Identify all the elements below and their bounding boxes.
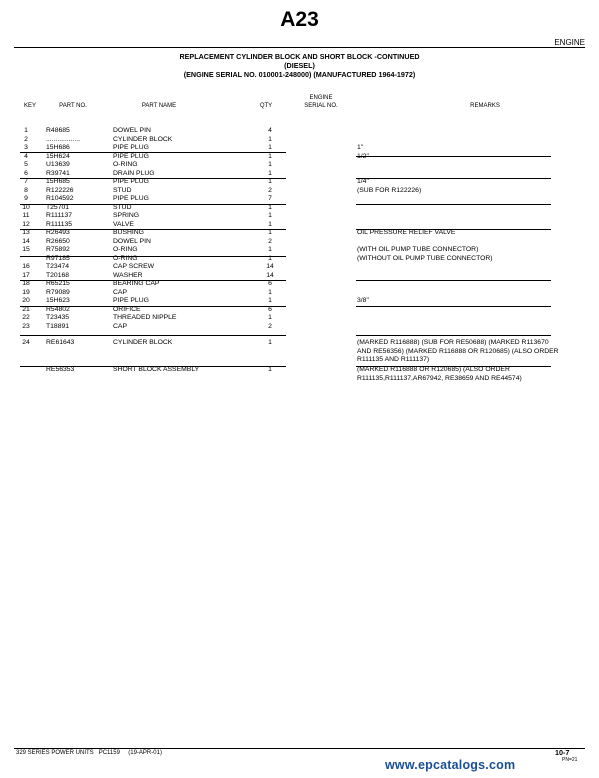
row-qty: 1 bbox=[268, 297, 272, 304]
row-key: 16 bbox=[22, 263, 30, 270]
row-part-no: U13639 bbox=[46, 161, 70, 168]
row-part-name: BEARING CAP bbox=[113, 280, 160, 287]
row-key: 1 bbox=[24, 127, 28, 134]
watermark-text: www.epcatalogs.com bbox=[385, 758, 516, 772]
row-remarks: (WITHOUT OIL PUMP TUBE CONNECTOR) bbox=[357, 255, 493, 262]
row-part-no: 15H686 bbox=[46, 144, 70, 151]
row-part-no: R39741 bbox=[46, 170, 70, 177]
row-key: 13 bbox=[22, 229, 30, 236]
row-part-name: CAP bbox=[113, 323, 127, 330]
row-qty: 1 bbox=[268, 161, 272, 168]
remarks-divider bbox=[356, 280, 551, 281]
row-key: 7 bbox=[24, 178, 28, 185]
row-qty: 1 bbox=[268, 246, 272, 253]
row-part-no: R111135 bbox=[46, 221, 73, 228]
row-part-name: PIPE PLUG bbox=[113, 297, 149, 304]
row-qty: 1 bbox=[268, 204, 272, 211]
row-remarks: OIL PRESSURE RELIEF VALVE bbox=[357, 229, 456, 236]
row-part-no: 15H685 bbox=[46, 178, 70, 185]
section-label: ENGINE bbox=[554, 38, 585, 47]
row-qty: 1 bbox=[268, 289, 272, 296]
row-part-name: DRAIN PLUG bbox=[113, 170, 155, 177]
row-part-no: R79089 bbox=[46, 289, 70, 296]
row-remarks: (MARKED R116888 OR R120685) (ALSO ORDER R111135,R111137,AR67942, RE38659 AND RE44574) bbox=[357, 366, 522, 382]
header-remarks: REMARKS bbox=[470, 103, 500, 109]
row-qty: 6 bbox=[268, 306, 272, 313]
row-part-name: CYLINDER BLOCK bbox=[113, 136, 173, 143]
row-key: 17 bbox=[22, 272, 30, 279]
page-title: A23 bbox=[280, 8, 319, 31]
row-key: 22 bbox=[22, 314, 30, 321]
row-part-no: R104592 bbox=[46, 195, 74, 202]
remarks-divider bbox=[356, 204, 551, 205]
row-key: 5 bbox=[24, 161, 28, 168]
row-part-no: 15H623 bbox=[46, 297, 70, 304]
row-part-name: STUD bbox=[113, 204, 132, 211]
row-group-divider bbox=[20, 335, 286, 336]
row-part-name: CAP SCREW bbox=[113, 263, 155, 270]
row-part-no: R48685 bbox=[46, 127, 70, 134]
row-part-name: ORIFICE bbox=[113, 306, 141, 313]
row-part-name: CYLINDER BLOCK bbox=[113, 339, 173, 346]
header-part-no: PART NO. bbox=[59, 103, 87, 109]
row-qty: 1 bbox=[268, 136, 272, 143]
row-part-no: 15H624 bbox=[46, 153, 70, 160]
row-key: 10 bbox=[22, 204, 30, 211]
row-key: 20 bbox=[22, 297, 30, 304]
row-qty: 14 bbox=[266, 272, 274, 279]
row-part-no: R97185 bbox=[46, 255, 70, 262]
row-qty: 6 bbox=[268, 280, 272, 287]
header-part-name: PART NAME bbox=[141, 103, 177, 109]
row-key: 6 bbox=[24, 170, 28, 177]
header-serial-line-1: ENGINE bbox=[309, 95, 333, 101]
row-key: 14 bbox=[22, 238, 30, 245]
row-remarks: 1/4" bbox=[357, 178, 369, 185]
header-serial-line-2: SERIAL NO. bbox=[304, 103, 338, 109]
row-key: 9 bbox=[24, 195, 28, 202]
row-qty: 1 bbox=[268, 144, 272, 151]
row-part-name: O-RING bbox=[113, 161, 138, 168]
row-key: 19 bbox=[22, 289, 30, 296]
row-part-name: DOWEL PIN bbox=[113, 127, 151, 134]
row-part-name: PIPE PLUG bbox=[113, 195, 149, 202]
row-qty: 14 bbox=[266, 263, 274, 270]
row-remarks: (SUB FOR R122226) bbox=[357, 187, 422, 194]
row-part-name: THREADED NIPPLE bbox=[113, 314, 177, 321]
row-part-no: R75892 bbox=[46, 246, 70, 253]
row-qty: 1 bbox=[268, 170, 272, 177]
row-part-name: BUSHING bbox=[113, 229, 144, 236]
row-key: 11 bbox=[22, 212, 30, 219]
row-qty: 1 bbox=[268, 229, 272, 236]
row-part-name: STUD bbox=[113, 187, 132, 194]
row-remarks: 3/8" bbox=[357, 297, 369, 304]
page-pn: PN=21 bbox=[562, 757, 578, 763]
row-key: 21 bbox=[22, 306, 30, 313]
row-qty: 1 bbox=[268, 366, 272, 373]
footer-divider bbox=[14, 748, 585, 749]
row-qty: 1 bbox=[268, 153, 272, 160]
row-qty: 1 bbox=[268, 221, 272, 228]
row-key: 8 bbox=[24, 187, 28, 194]
row-part-no: R54802 bbox=[46, 306, 70, 313]
row-part-name: SPRING bbox=[113, 212, 140, 219]
row-part-no: T23435 bbox=[46, 314, 70, 321]
row-part-name: PIPE PLUG bbox=[113, 144, 149, 151]
row-key: 18 bbox=[22, 280, 30, 287]
row-remarks: 1/2" bbox=[357, 153, 369, 160]
row-key: 24 bbox=[22, 339, 30, 346]
row-qty: 1 bbox=[268, 212, 272, 219]
row-key: 2 bbox=[24, 136, 28, 143]
row-part-no: R111137 bbox=[46, 212, 73, 219]
row-part-no: .................. bbox=[46, 136, 80, 143]
row-part-no: R26650 bbox=[46, 238, 70, 245]
row-part-no: R65215 bbox=[46, 280, 70, 287]
row-key: 3 bbox=[24, 144, 28, 151]
row-qty: 1 bbox=[268, 339, 272, 346]
row-qty: 1 bbox=[268, 255, 272, 262]
row-key: 4 bbox=[24, 153, 28, 160]
row-qty: 2 bbox=[268, 238, 272, 245]
row-remarks: (MARKED R116888) (SUB FOR RE50688) (MARKED R113670 AND RE56356) (MARKED R116888 OR R120685) (ALSO ORDER R111135 AND R111137) bbox=[357, 339, 559, 364]
page-number: 10-7 bbox=[555, 748, 570, 757]
row-part-name: VALVE bbox=[113, 221, 134, 228]
row-part-name: CAP bbox=[113, 289, 127, 296]
subtitle-line-3: (ENGINE SERIAL NO. 010001-248000) (MANUFACTURED 1964-1972) bbox=[183, 70, 416, 79]
row-part-name: PIPE PLUG bbox=[113, 153, 149, 160]
row-key: 12 bbox=[22, 221, 30, 228]
footer-publication: 329 SERIES POWER UNITS PC1159 (19-APR-01) bbox=[16, 750, 162, 756]
header-key: KEY bbox=[23, 103, 36, 109]
row-part-no: T18891 bbox=[46, 323, 70, 330]
row-part-no: RE61643 bbox=[46, 339, 75, 346]
row-part-name: PIPE PLUG bbox=[113, 178, 149, 185]
row-part-name: O-RING bbox=[113, 246, 138, 253]
header-qty: QTY bbox=[259, 103, 273, 109]
subtitle-line-2: (DIESEL) bbox=[284, 61, 315, 70]
row-part-no: R26493 bbox=[46, 229, 70, 236]
row-qty: 1 bbox=[268, 314, 272, 321]
row-qty: 4 bbox=[268, 127, 272, 134]
row-remarks: 1" bbox=[357, 144, 364, 151]
title-divider bbox=[14, 47, 585, 48]
row-part-name: O-RING bbox=[113, 255, 138, 262]
subtitle-line-1: REPLACEMENT CYLINDER BLOCK AND SHORT BLOCK -CONTINUED bbox=[179, 52, 420, 61]
row-part-no: T20168 bbox=[46, 272, 70, 279]
row-qty: 1 bbox=[268, 178, 272, 185]
row-qty: 2 bbox=[268, 323, 272, 330]
row-qty: 7 bbox=[268, 195, 272, 202]
row-part-name: SHORT BLOCK ASSEMBLY bbox=[113, 366, 200, 373]
row-key: 23 bbox=[22, 323, 30, 330]
row-part-no: R122226 bbox=[46, 187, 74, 194]
row-part-no: RE56353 bbox=[46, 366, 75, 373]
row-part-no: T25701 bbox=[46, 204, 70, 211]
row-qty: 2 bbox=[268, 187, 272, 194]
row-part-name: DOWEL PIN bbox=[113, 238, 151, 245]
row-part-no: T23474 bbox=[46, 263, 70, 270]
row-key: 15 bbox=[22, 246, 30, 253]
remarks-divider bbox=[356, 306, 551, 307]
row-remarks: (WITH OIL PUMP TUBE CONNECTOR) bbox=[357, 246, 479, 253]
remarks-divider bbox=[356, 335, 551, 336]
row-part-name: WASHER bbox=[113, 272, 143, 279]
